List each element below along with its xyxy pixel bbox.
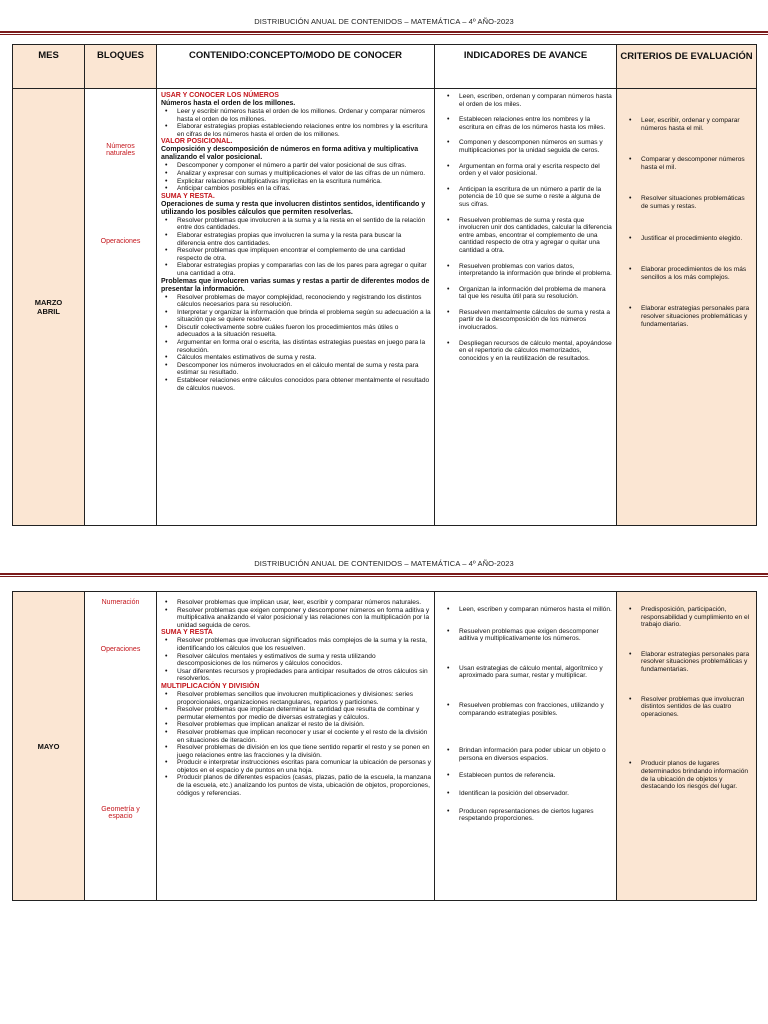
list-item: • Justificar el procedimiento elegido. [641, 235, 752, 243]
header-rule [0, 31, 768, 35]
list-item: • Resuelven problemas con fracciones, utilizando y comparando estrategias posibles. [459, 702, 612, 717]
section-list [161, 162, 431, 192]
list-item: • Resuelven problemas que exigen descomponer aditiva y multiplicativamente los números. [459, 628, 612, 643]
list-item: • Producir planos de diferentes espacios (casas, plazas, patio de la escuela, la manzana de la escuela, etc.) analizando los puntos de vista, ubicación de objetos, proporciones, códigos y referencias. [177, 774, 431, 797]
bloque-label: Operaciones [100, 238, 141, 245]
section-title: MULTIPLICACIÓN Y DIVISIÓN [161, 682, 260, 690]
list-item: • Resolver problemas de mayor complejidad, reconociendo y registrando los distintos cálculos necesarios para su resolución. [177, 294, 431, 309]
list-item: • Usar diferentes recursos y propiedades para anticipar resultados de otros cálculos sin resolverlos. [177, 668, 431, 683]
section-title: SUMA Y RESTA [161, 629, 213, 637]
list-item: • Elaborar procedimientos de los más sencillos a los más complejos. [641, 266, 752, 281]
mes-cell [13, 89, 85, 526]
list-item: • Argumentan en forma oral y escrita respecto del orden y el valor posicional. [459, 163, 612, 178]
section-list [161, 108, 431, 138]
list-item: • Resolver situaciones problemáticas de sumas y restas. [641, 195, 752, 210]
list-item: • Cálculos mentales estimativos de suma y resta. [177, 354, 431, 362]
list-item: • Elaborar estrategias propias estableciendo relaciones entre los nombres y la escritura en cifras de los números hasta el orden de los millones. [177, 123, 431, 138]
list-item: • Organizan la información del problema de manera tal que les resulta útil para su resolución. [459, 286, 612, 301]
list-item: • Resolver problemas que impliquen encontrar el complemento de una cantidad respecto de otra. [177, 247, 431, 262]
list-item: • Argumentar en forma oral o escrita, las distintas estrategias puestas en juego para la resolución. [177, 339, 431, 354]
list-item: • Discutir colectivamente sobre cuáles fueron los procedimientos más útiles o adecuados a la situación resuelta. [177, 324, 431, 339]
list-item: • Anticipar cambios posibles en la cifras. [177, 185, 431, 193]
list-item: • Leen, escriben, ordenan y comparan números hasta el orden de los miles. [459, 93, 612, 108]
bloques-cell [85, 89, 157, 526]
list-item: • Resuelven mentalmente cálculos de suma y resta a partir de la descomposición de los números involucrados. [459, 309, 612, 332]
section-subtitle: Composición y descomposición de números en forma aditiva y multiplicativa analizando el valor posicional. [161, 146, 419, 162]
mes-label-2: ABRIL [37, 307, 60, 316]
section-subtitle: Problemas que involucren varias sumas y restas a partir de diferentes modos de presentar la información. [161, 277, 430, 293]
header-rule [0, 573, 768, 577]
section-list [161, 637, 431, 683]
section-title: VALOR POSICIONAL. [161, 138, 233, 146]
list-item: • Resolver problemas que implican determinar la cantidad que resulta de combinar y permutar elementos por medio de diversas estrategias y cálculos. [177, 706, 431, 721]
section-list [161, 217, 431, 278]
list-item: • Descomponer y componer el número a partir del valor posicional de sus cifras. [177, 162, 431, 170]
header-criterios: CRITERIOS DE EVALUACIÓN [617, 45, 757, 89]
bloques-cell [85, 592, 157, 901]
list-item: • Establecen puntos de referencia. [459, 772, 612, 780]
section-title: USAR Y CONOCER LOS NÚMEROS [161, 92, 279, 99]
list-item: • Despliegan recursos de cálculo mental, apoyándose en el repertorio de cálculos memorizados, conocidos y en la reutilización de resultados. [459, 340, 612, 363]
header-mes: MES [13, 45, 85, 89]
section-subtitle: Números hasta el orden de los millones. [161, 100, 296, 107]
list-item: • Establecen relaciones entre los nombres y la escritura en cifras de los números hasta los miles. [459, 116, 612, 131]
list-item: • Interpretar y organizar la información que brinda el problema según su adecuación a la situación que se quiere resolver. [177, 309, 431, 324]
list-item: • Resolver cálculos mentales y estimativos de suma y resta utilizando descomposiciones de los números y cálculos conocidos. [177, 653, 431, 668]
indicadores-cell [435, 89, 617, 526]
mes-cell [13, 592, 85, 901]
header-bloques: BLOQUES [85, 45, 157, 89]
list-item: • Explicitar relaciones multiplicativas implícitas en la escritura numérica. [177, 178, 431, 186]
list-item: • Resolver problemas sencillos que involucren multiplicaciones y divisiones: series proporcionales, organizaciones rectangulares, repartos y particiones. [177, 691, 431, 706]
list-item: • Establecer relaciones entre cálculos conocidos para obtener mentalmente el resultado de cálculos nuevos. [177, 377, 431, 392]
list-item: • Usan estrategias de cálculo mental, algorítmico y aproximado para sumar, restar y multiplicar. [459, 665, 612, 680]
list-item: • Resolver problemas que exigen componer y descomponer números en forma aditiva y multiplicativa analizando el valor posicional y las relaciones con la multiplicación por la unidad seguida de ceros. [177, 607, 431, 630]
list-item: • Leen, escriben y comparan números hasta el millón. [459, 606, 612, 614]
list-item: • Producir e interpretar instrucciones escritas para comunicar la ubicación de personas y objetos en el espacio y de puntos en una hoja. [177, 759, 431, 774]
page-title: DISTRIBUCIÓN ANUAL DE CONTENIDOS – MATEMÁTICA – 4º AÑO-2023 [254, 17, 514, 26]
list-item: • Leer y escribir números hasta el orden de los millones. Ordenar y comparar números hasta el orden de los millones. [177, 108, 431, 123]
list-item: • Resolver problemas que involucren a la suma y a la resta en el sentido de la relación entre dos cantidades. [177, 217, 431, 232]
list-item: • Analizar y expresar con sumas y multiplicaciones el valor de las cifras de un número. [177, 170, 431, 178]
bloque-label: Numeración [101, 599, 140, 606]
section-list [161, 691, 431, 797]
list-item: • Resolver problemas de división en los que tiene sentido repartir el resto y se ponen en juego relaciones entre las fracciones y la división. [177, 744, 431, 759]
list-item: • Resolver problemas que implican usar, leer, escribir y comparar números naturales. [177, 599, 431, 607]
list-item: • Producir planos de lugares determinados brindando información de la ubicación de objetos y destacando los riesgos del lugar. [641, 760, 752, 790]
mes-label: MAYO [37, 741, 60, 751]
list-item: • Elaborar estrategias personales para resolver situaciones problemáticas y fundamentarias. [641, 305, 752, 328]
header-contenido: CONTENIDO:CONCEPTO/MODO DE CONOCER [157, 45, 435, 89]
section-list [161, 294, 431, 393]
section-title: SUMA Y RESTA. [161, 192, 215, 200]
header-indicadores: INDICADORES DE AVANCE [435, 45, 617, 89]
list-item: • Elaborar estrategias propias que involucren la suma y la resta para buscar la diferencia entre dos cantidades. [177, 232, 431, 247]
contenido-cell [157, 592, 435, 901]
section-subtitle: Operaciones de suma y resta que involucren distintos sentidos, identificando y utilizando los posibles cálculos que permiten resolverlas. [161, 200, 426, 216]
list-item: • Resuelven problemas de suma y resta que involucren unir dos cantidades, calcular la diferencia entre ambas, encontrar el complemento de una cantidad respecto de otra y agregar o quitar una cantidad a otra. [459, 217, 612, 255]
list-item: • Comparar y descomponer números hasta el mil. [641, 156, 752, 171]
list-item: • Predisposición, participación, responsabilidad y cumplimiento en el trabajo diario. [641, 606, 752, 629]
criterios-cell [617, 592, 757, 901]
list-item: • Resolver problemas que implican reconocer y usar el cociente y el resto de la división en situaciones de iteración. [177, 729, 431, 744]
list-item: • Descomponer los números involucrados en el cálculo mental de suma y resta para estimar su resultado. [177, 362, 431, 377]
list-item: • Producen representaciones de ciertos lugares respetando proporciones. [459, 808, 612, 823]
list-item: • Anticipan la escritura de un número a partir de la potencia de 10 que se sume o reste a alguna de sus cifras. [459, 186, 612, 209]
bloque-label: Operaciones [100, 646, 141, 653]
list-item: • Resolver problemas que involucran significados más complejos de la suma y la resta, identificando los cálculos que los resuelven. [177, 637, 431, 652]
list-item: • Elaborar estrategias personales para resolver situaciones problemáticas y fundamentarias. [641, 651, 752, 674]
list-item: • Elaborar estrategias propias y compararlas con las de los pares para agregar o quitar una cantidad a otra. [177, 262, 431, 277]
contenido-cell [157, 89, 435, 526]
list-item: • Resolver problemas que involucran distintos sentidos de las cuatro operaciones. [641, 696, 752, 719]
page-title: DISTRIBUCIÓN ANUAL DE CONTENIDOS – MATEMÁTICA – 4º AÑO-2023 [254, 559, 514, 568]
bloque-label: Números naturales [106, 143, 135, 157]
list-item: • Brindan información para poder ubicar un objeto o persona en diversos espacios. [459, 747, 612, 762]
list-item: • Componen y descomponen números en sumas y multiplicaciones por la unidad seguida de ceros. [459, 139, 612, 154]
bloque-label: Geometría y espacio [101, 806, 140, 820]
list-item: • Leer, escribir, ordenar y comparar números hasta el mil. [641, 117, 752, 132]
criterios-cell [617, 89, 757, 526]
list-item: • Resolver problemas que implican analizar el resto de la división. [177, 721, 431, 729]
indicadores-cell [435, 592, 617, 901]
contents-table-2 [12, 591, 757, 901]
contents-table-1 [12, 44, 757, 526]
mes-label-1: MARZO [34, 298, 63, 307]
list-item: • Identifican la posición del observador. [459, 790, 612, 798]
list-item: • Resuelven problemas con varios datos, interpretando la información que brinde el problema. [459, 263, 612, 278]
section-list [161, 599, 431, 629]
